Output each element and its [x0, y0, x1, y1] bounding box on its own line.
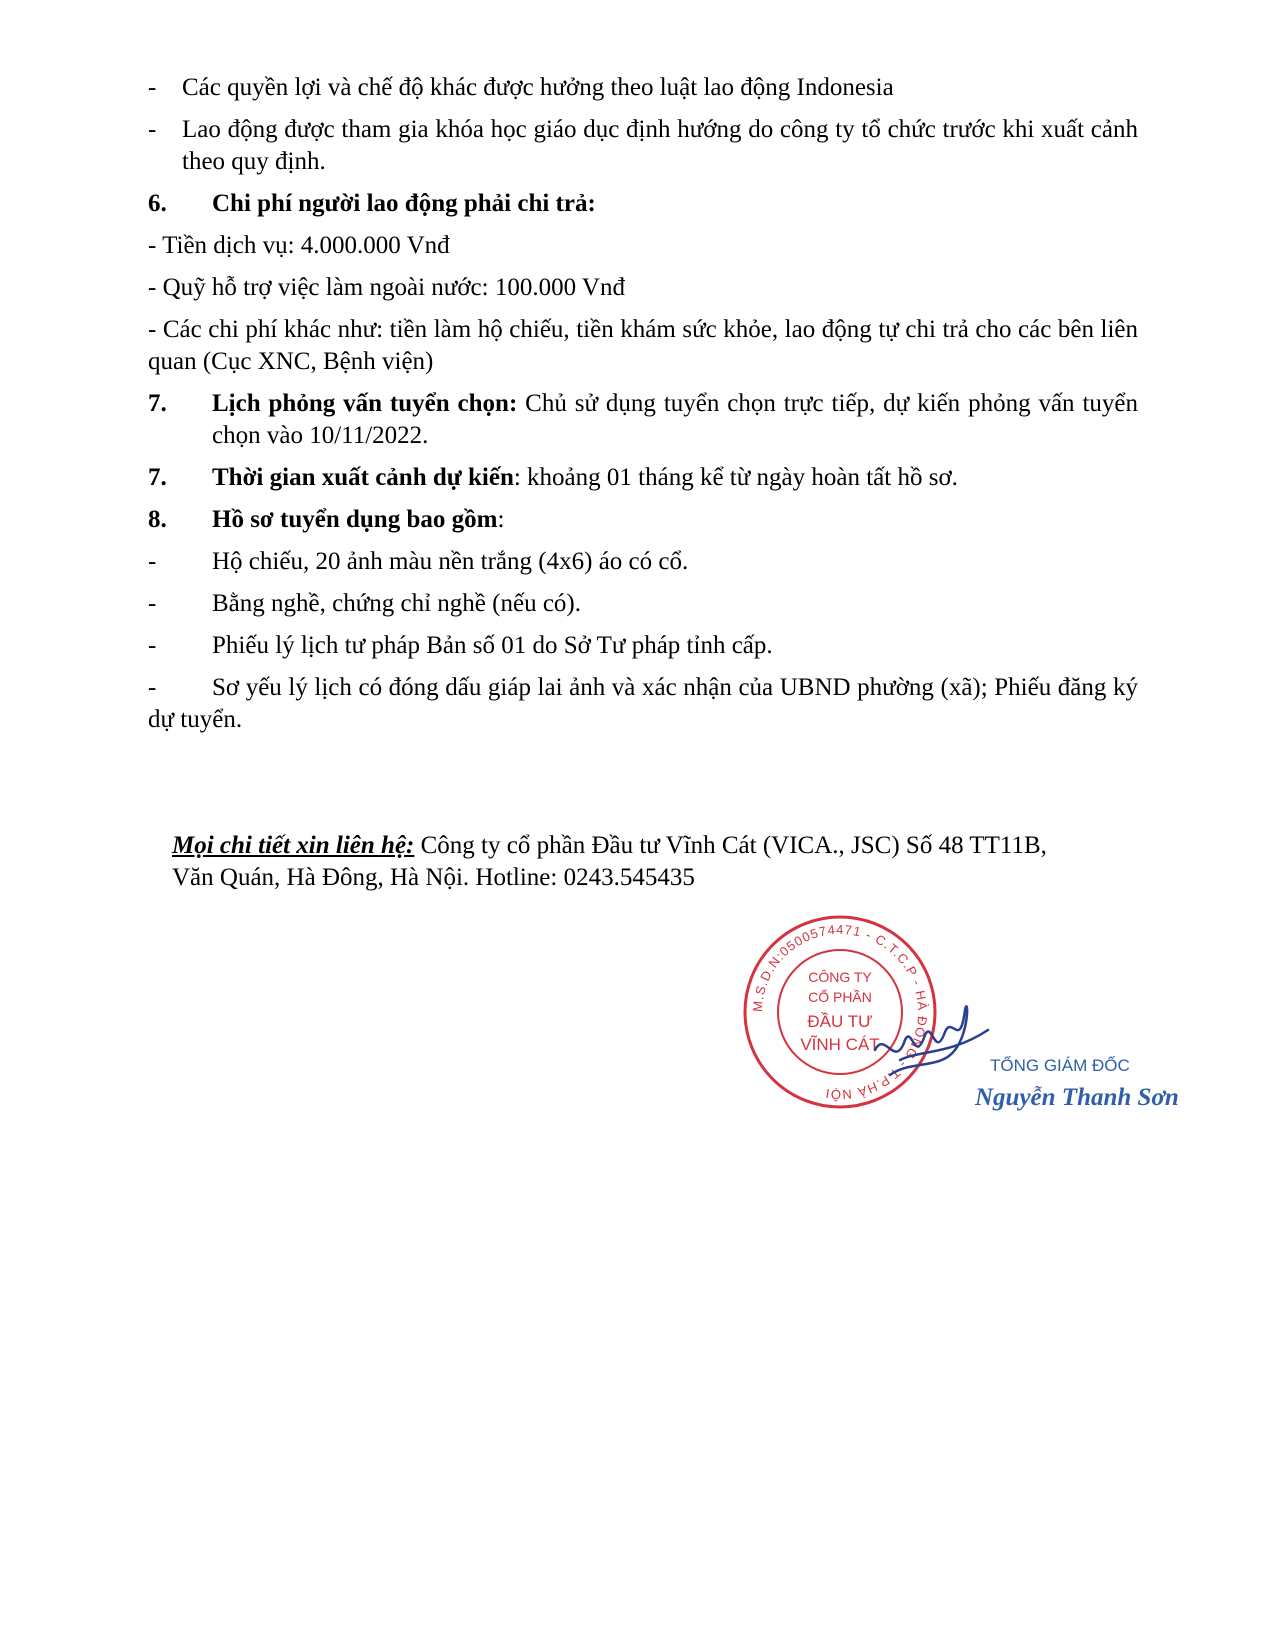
document-body	[148, 72, 1138, 746]
document-list-item: - Sơ yếu lý lịch có đóng dấu giáp lai ảnh và xác nhận của UBND phường (xã); Phiếu đăng ký dự tuyển.	[148, 674, 1138, 733]
contact-text: Công ty cổ phần Đầu tư Vĩnh Cát (VICA., JSC) Số 48 TT11B, Văn Quán, Hà Đông, Hà Nội. Hotline: 0243.545435	[172, 832, 1047, 891]
section-title: Hồ sơ tuyển dụng bao gồm	[212, 506, 498, 533]
document-list-item: - Phiếu lý lịch tư pháp Bản số 01 do Sở Tư pháp tỉnh cấp.	[148, 632, 773, 659]
section-number: 6.	[148, 190, 167, 217]
section-8-heading: 8. Hồ sơ tuyển dụng bao gồm:	[148, 504, 1138, 536]
section-7-departure	[148, 462, 1138, 494]
handwritten-signature	[870, 990, 990, 1110]
signatory-title: TỔNG GIÁM ĐỐC	[990, 1056, 1130, 1075]
contact-lead: Mọi chi tiết xin liên hệ:	[172, 832, 415, 859]
stamp-line: CÔNG TY	[808, 969, 872, 985]
section-title: Chi phí người lao động phải chi trả:	[212, 190, 596, 217]
stamp-line: ĐẦU TƯ	[807, 1012, 873, 1031]
signatory-name: Nguyễn Thanh Sơn	[975, 1084, 1179, 1111]
contact-info	[172, 830, 1092, 894]
cost-item: - Quỹ hỗ trợ việc làm ngoài nước: 100.000 Vnđ	[148, 274, 625, 301]
benefit-item: - Lao động được tham gia khóa học giáo dục định hướng do công ty tổ chức trước khi xuất cảnh theo quy định.	[148, 114, 1138, 178]
benefit-text: Lao động được tham gia khóa học giáo dục định hướng do công ty tổ chức trước khi xuất cảnh theo quy định.	[182, 116, 1138, 175]
section-number: 7.	[148, 390, 167, 417]
section-number: 7.	[148, 464, 167, 491]
section-6-heading	[148, 188, 1138, 220]
stamp-line: VĨNH CÁT	[800, 1035, 880, 1054]
document-list-item: - Hộ chiếu, 20 ảnh màu nền trắng (4x6) áo có cổ.	[148, 548, 689, 575]
section-title: Lịch phỏng vấn tuyển chọn:	[212, 390, 518, 417]
section-7-interview	[148, 388, 1138, 452]
benefit-text: Các quyền lợi và chế độ khác được hưởng theo luật lao động Indonesia	[182, 74, 894, 101]
document-list-item: - Bằng nghề, chứng chỉ nghề (nếu có).	[148, 590, 581, 617]
cost-item: - Các chi phí khác như: tiền làm hộ chiếu, tiền khám sức khỏe, lao động tự chi trả cho các bên liên quan (Cục XNC, Bệnh viện)	[148, 316, 1138, 375]
section-number: 8.	[148, 506, 167, 533]
section-title: Thời gian xuất cảnh dự kiến	[212, 464, 514, 491]
cost-item: - Tiền dịch vụ: 4.000.000 Vnđ	[148, 232, 450, 259]
stamp-line: CỔ PHẦN	[808, 989, 872, 1005]
stamp-ring-text: M.S.D.N:0500574471 - C.T.C.P - HÀ ĐÔNG - T.P.HÀ NỘI	[749, 921, 931, 1103]
benefit-item: - Các quyền lợi và chế độ khác được hưởng theo luật lao động Indonesia	[148, 72, 1138, 104]
section-text: : khoảng 01 tháng kể từ ngày hoàn tất hồ sơ.	[513, 464, 958, 491]
section-text: Chủ sử dụng tuyển chọn trực tiếp, dự kiến phỏng vấn tuyển chọn vào 10/11/2022.	[212, 390, 1138, 449]
